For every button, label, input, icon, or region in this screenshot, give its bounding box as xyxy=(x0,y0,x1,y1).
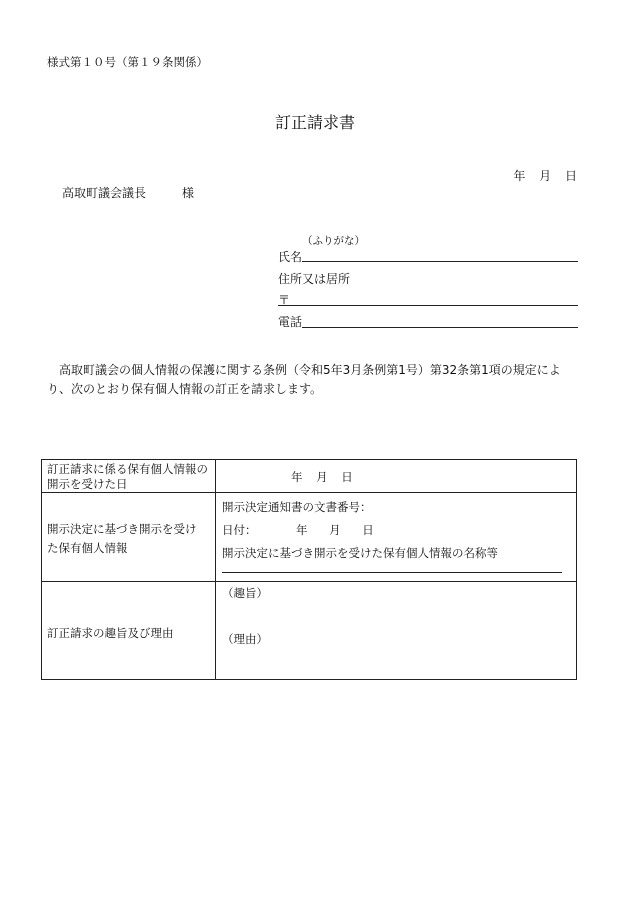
form-number: 様式第１０号（第１９条関係） xyxy=(47,55,208,69)
disclosed-info-field[interactable] xyxy=(216,493,577,582)
disclosure-date-value: 年 月 日 xyxy=(291,470,353,484)
submission-date: 年 月 日 xyxy=(513,169,577,183)
decision-date-units: 年 月 日 xyxy=(296,523,374,537)
disclosure-date-label-cell xyxy=(42,460,216,493)
addressee: 高取町議会議長 様 xyxy=(62,186,195,200)
disclosure-date-label: 訂正請求に係る保有個人情報の開示を受けた日 xyxy=(47,462,208,491)
purpose-reason-label: 訂正請求の趣旨及び理由 xyxy=(47,626,174,640)
info-name-label: 開示決定に基づき開示を受けた保有個人情報の名称等 xyxy=(222,546,498,560)
furigana-label: （ふりがな） xyxy=(302,235,365,247)
postal-mark: 〒 xyxy=(278,293,291,307)
disclosure-date-field[interactable] xyxy=(216,460,577,493)
purpose-reason-field[interactable] xyxy=(216,582,577,680)
name-field-line[interactable] xyxy=(302,261,578,262)
table-row xyxy=(42,493,577,582)
purpose-label: （趣旨） xyxy=(222,586,268,600)
info-name-line[interactable] xyxy=(222,572,562,573)
document-title: 訂正請求書 xyxy=(274,113,355,132)
request-statement: 高取町議会の個人情報の保護に関する条例（令和5年3月条例第1号）第32条第1項の規定により、次のとおり保有個人情報の訂正を請求します。 xyxy=(47,363,561,396)
purpose-reason-label-cell xyxy=(42,582,216,680)
phone-label: 電話 xyxy=(278,315,303,329)
phone-field-line[interactable] xyxy=(302,327,578,328)
doc-number-label: 開示決定通知書の文書番号： xyxy=(222,500,372,514)
disclosed-info-label: 開示決定に基づき開示を受けた保有個人情報 xyxy=(47,522,197,555)
table-row xyxy=(42,582,577,680)
address-field-line[interactable] xyxy=(278,305,578,306)
disclosed-info-label-cell xyxy=(42,493,216,582)
decision-date-label: 日付： xyxy=(222,523,257,537)
reason-label: （理由） xyxy=(222,632,268,646)
name-label: 氏名 xyxy=(278,250,303,264)
address-label: 住所又は居所 xyxy=(278,272,351,286)
request-details-table xyxy=(41,459,577,680)
table-row xyxy=(42,460,577,493)
